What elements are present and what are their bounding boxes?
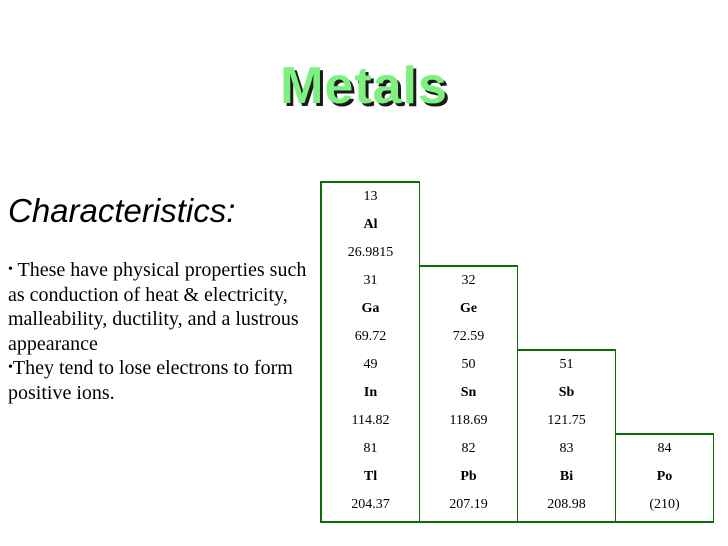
characteristics-heading: Characteristics: [8, 192, 236, 229]
slide-title: Metals [280, 57, 448, 115]
atomic-mass: 207.19 [449, 497, 488, 512]
atomic-mass: 26.9815 [347, 245, 394, 260]
atomic-number: 50 [461, 357, 476, 372]
element-cell-tl [322, 435, 419, 521]
atomic-number: 83 [559, 441, 574, 456]
atomic-number: 82 [461, 441, 476, 456]
element-cell-in [322, 351, 419, 435]
element-symbol: Sn [460, 385, 477, 400]
atomic-number: 81 [363, 441, 378, 456]
atomic-mass: 204.37 [351, 497, 390, 512]
atomic-number: 84 [657, 441, 672, 456]
element-symbol: Bi [559, 469, 574, 484]
element-symbol: Tl [363, 469, 378, 484]
element-cell-po [616, 435, 713, 521]
element-symbol: Pb [460, 469, 477, 484]
atomic-mass: 114.82 [351, 413, 390, 428]
element-cell-bi [518, 435, 615, 521]
atomic-mass: 72.59 [452, 329, 485, 344]
atomic-number: 31 [363, 273, 378, 288]
bullet-dot-icon: • [8, 360, 13, 375]
atomic-mass: 69.72 [354, 329, 387, 344]
atomic-mass: (210) [649, 497, 680, 512]
element-symbol: Al [363, 217, 378, 232]
atomic-number: 32 [461, 273, 476, 288]
atomic-mass: 118.69 [449, 413, 488, 428]
element-symbol: In [363, 385, 378, 400]
bullet-dot-icon: • [8, 262, 13, 277]
element-cell-sn [420, 351, 517, 435]
element-cell-ge [420, 267, 517, 351]
bullet-text: They tend to lose electrons to form positive ions. [8, 357, 293, 404]
element-cell-ga [322, 267, 419, 351]
element-symbol: Sb [558, 385, 575, 400]
element-symbol: Ge [459, 301, 478, 316]
atomic-number: 13 [363, 189, 378, 204]
element-symbol: Po [656, 469, 673, 484]
element-symbol: Ga [361, 301, 380, 316]
atomic-mass: 121.75 [547, 413, 586, 428]
bullet-text: These have physical properties such as conduction of heat & electricity, malleability, ductility, and a lustrous appearance [8, 259, 307, 355]
element-cell-al [322, 183, 419, 267]
element-cell-pb [420, 435, 517, 521]
atomic-mass: 208.98 [547, 497, 586, 512]
atomic-number: 51 [559, 357, 574, 372]
element-cell-sb [518, 351, 615, 435]
atomic-number: 49 [363, 357, 378, 372]
